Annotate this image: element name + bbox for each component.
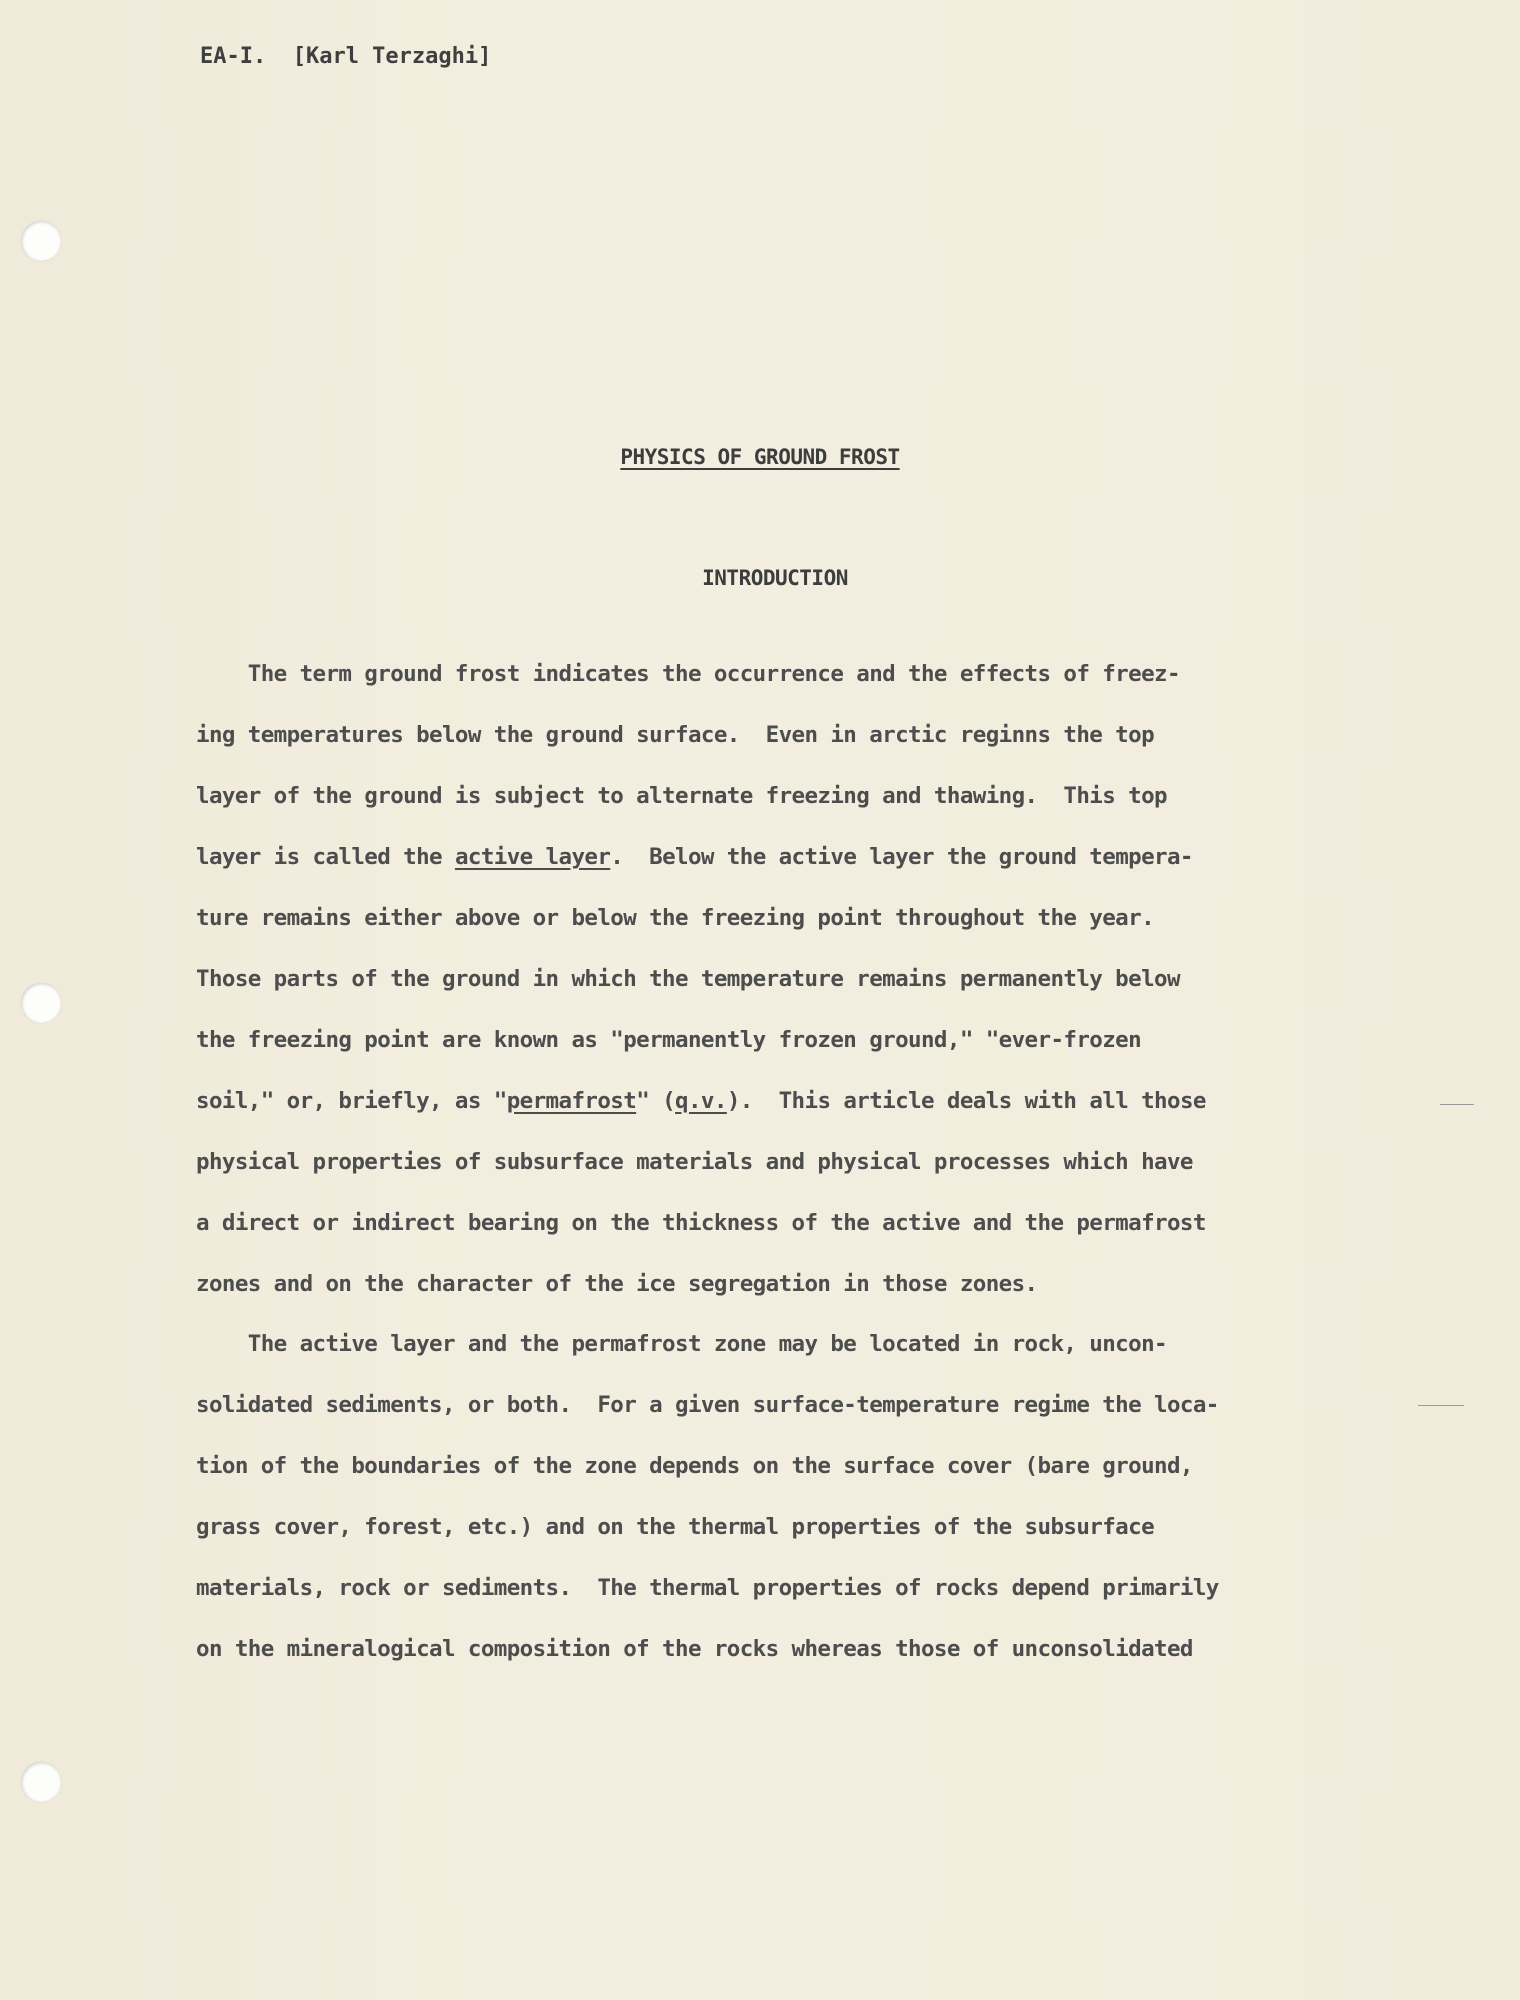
margin-pencil-mark — [1418, 1405, 1464, 1406]
punch-hole-middle — [21, 983, 61, 1023]
text-line: ing temperatures below the ground surface. Even in arctic reginns the top — [196, 722, 1155, 748]
text-line: zones and on the character of the ice segregation in those zones. — [196, 1271, 1038, 1297]
text-line: on the mineralogical composition of the rocks whereas those of unconsolidated — [196, 1636, 1193, 1662]
text-segment: layer is called the — [196, 844, 455, 870]
text-line: Those parts of the ground in which the temperature remains permanently below — [196, 966, 1180, 992]
text-line: The term ground frost indicates the occurrence and the effects of freez- — [196, 661, 1180, 687]
text-line: materials, rock or sediments. The thermal properties of rocks depend primarily — [196, 1575, 1219, 1601]
header-reference: EA-I. [Karl Terzaghi] — [200, 44, 492, 69]
text-line — [196, 1071, 1396, 1132]
underlined-term: q.v. — [675, 1088, 727, 1114]
document-title: PHYSICS OF GROUND FROST — [620, 445, 900, 469]
section-heading: INTRODUCTION — [702, 566, 848, 590]
margin-pencil-mark — [1440, 1104, 1474, 1105]
text-line: The active layer and the permafrost zone may be located in rock, uncon- — [196, 1331, 1167, 1357]
paragraph-1 — [196, 644, 1396, 1315]
text-line: layer of the ground is subject to alternate freezing and thawing. This top — [196, 783, 1167, 809]
punch-hole-top — [21, 221, 61, 261]
text-segment: ). This article deals with all those — [726, 1088, 1206, 1114]
text-line: physical properties of subsurface materials and physical processes which have — [196, 1149, 1193, 1175]
text-segment: . Below the active layer the ground tempera- — [610, 844, 1193, 870]
text-segment: soil," or, briefly, as " — [196, 1088, 507, 1114]
text-line: a direct or indirect bearing on the thickness of the active and the permafrost — [196, 1210, 1206, 1236]
text-line: tion of the boundaries of the zone depends on the surface cover (bare ground, — [196, 1453, 1193, 1479]
text-line: grass cover, forest, etc.) and on the thermal properties of the subsurface — [196, 1514, 1155, 1540]
paragraph-2 — [196, 1314, 1396, 1680]
text-line: ture remains either above or below the freezing point throughout the year. — [196, 905, 1155, 931]
text-segment: " ( — [636, 1088, 676, 1114]
underlined-term: permafrost — [506, 1088, 637, 1114]
punch-hole-bottom — [21, 1762, 61, 1802]
text-line: solidated sediments, or both. For a given surface-temperature regime the loca- — [196, 1392, 1219, 1418]
underlined-term: active layer — [454, 844, 611, 870]
text-line — [196, 827, 1396, 888]
text-line: the freezing point are known as "permanently frozen ground," "ever-frozen — [196, 1027, 1142, 1053]
